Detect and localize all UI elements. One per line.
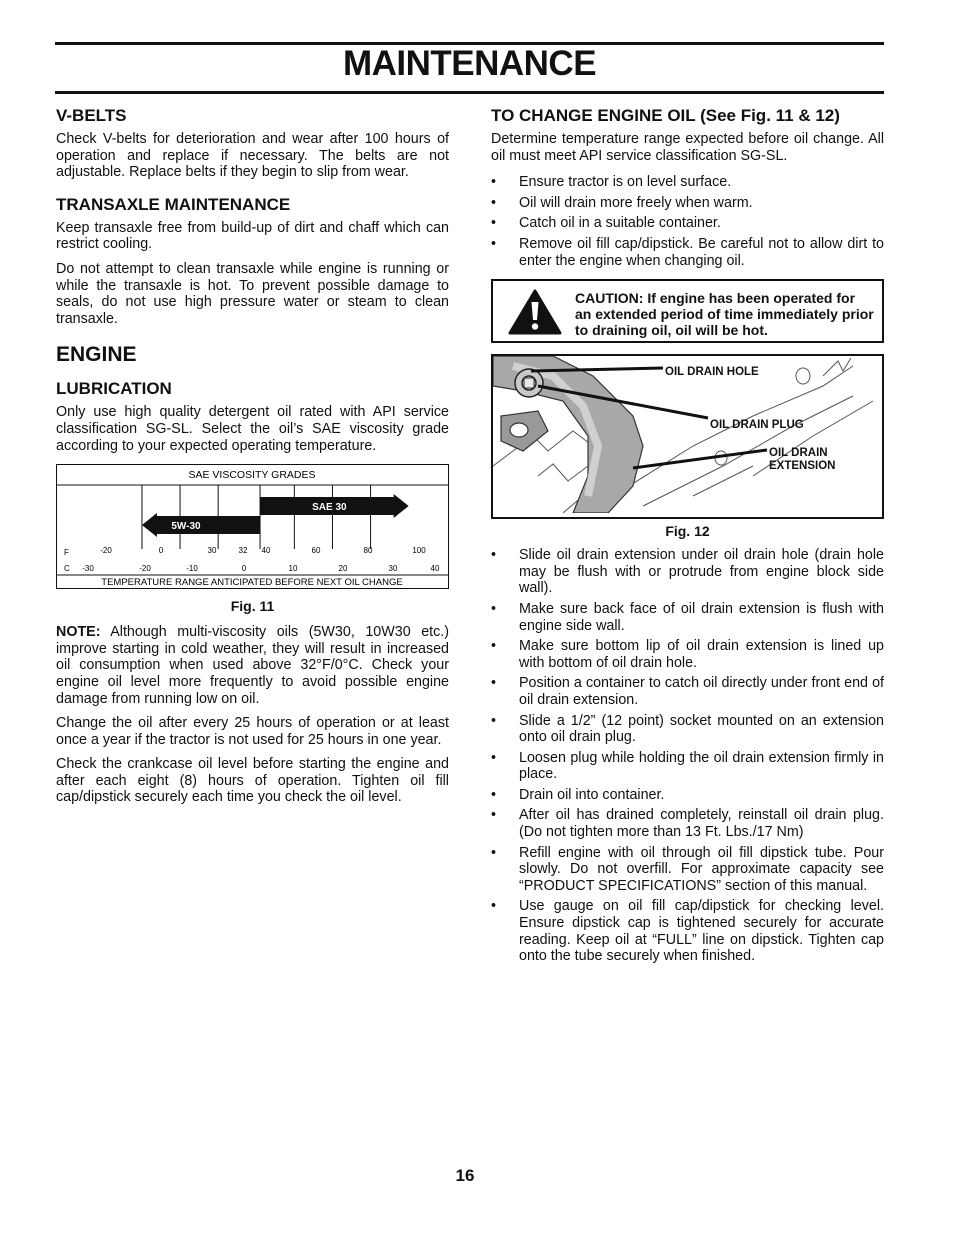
chart-f-tick: 80: [363, 546, 373, 556]
oil-change-intro: Determine temperature range expected before oil change. All oil must meet API service classification SG-SL.: [491, 131, 884, 164]
list-item: • Position a container to catch oil directly under front end of oil drain extension.: [491, 675, 884, 708]
list-item: • Make sure bottom lip of oil drain extension is lined up with bottom of oil drain hole.: [491, 638, 884, 671]
list-item: • Use gauge on oil fill cap/dipstick for checking level. Ensure dipstick cap is tightened securely for accurate reading. Keep oil at “FULL” line on dipstick. Tighten cap onto the tube securely when finished.: [491, 898, 884, 964]
oil-change-bullets-a: [491, 174, 884, 269]
chart-c-tick: 0: [241, 564, 247, 574]
list-item: • Remove oil fill cap/dipstick. Be careful not to allow dirt to enter the engine when changing oil.: [491, 236, 884, 269]
lubrication-heading: LUBRICATION: [56, 379, 172, 399]
list-item: • After oil has drained completely, reinstall oil drain plug. (Do not tighten more than 13 Ft. Lbs./17 Nm): [491, 807, 884, 840]
left-column: [56, 106, 449, 814]
list-item: • Slide a 1/2” (12 point) socket mounted on an extension onto oil drain plug.: [491, 713, 884, 746]
chart-bar-label: SAE 30: [312, 502, 347, 514]
fig11-caption: Fig. 11: [230, 598, 275, 615]
chart-c-label: C: [64, 564, 70, 574]
note-paragraph: [56, 624, 449, 707]
fig12-caption: Fig. 12: [665, 523, 710, 540]
viscosity-chart: [56, 464, 449, 589]
lubrication-text: Only use high quality detergent oil rated with API service classification SG-SL. Select the oil’s SAE viscosity grade according to your expected operating temperature.: [56, 404, 449, 454]
list-item: • Oil will drain more freely when warm.: [491, 195, 884, 212]
oil-change-heading: TO CHANGE ENGINE OIL (See Fig. 11 & 12): [491, 106, 840, 125]
oil-check-text: Check the crankcase oil level before starting the engine and after each eight (8) hours of operation. Tighten oil fill cap/dipstick securely each time you check the oil level.: [56, 756, 449, 806]
label-oil-drain-extension: [769, 447, 835, 473]
page-number: 16: [455, 1166, 475, 1185]
vbelts-heading: V-BELTS: [56, 106, 127, 125]
engine-heading: ENGINE: [56, 343, 137, 367]
chart-f-tick: 40: [261, 546, 271, 556]
transaxle-p1: Keep transaxle free from build-up of dirt and chaff which can restrict cooling.: [56, 219, 449, 253]
vbelts-section: [56, 106, 449, 181]
chart-f-tick: 30: [207, 546, 217, 556]
chart-bar: [142, 513, 260, 537]
chart-f-tick: 100: [412, 546, 426, 556]
chart-c-tick: 10: [288, 564, 298, 574]
list-item: • Catch oil in a suitable container.: [491, 215, 884, 232]
transaxle-p2: Do not attempt to clean transaxle while engine is running or while the transaxle is hot. To prevent possible damage to seals, do not use high pressure water or steam to clean transaxle.: [56, 260, 449, 327]
chart-c-tick: -20: [139, 564, 151, 574]
chart-f-tick: 0: [158, 546, 164, 556]
label-oil-drain-hole: OIL DRAIN HOLE: [665, 366, 759, 379]
caution-box: [491, 279, 884, 343]
transaxle-section: [56, 195, 449, 328]
chart-xlabel: TEMPERATURE RANGE ANTICIPATED BEFORE NEXT OIL CHANGE: [101, 577, 403, 589]
chart-f-tick: -20: [100, 546, 112, 556]
transaxle-heading: TRANSAXLE MAINTENANCE: [56, 194, 291, 214]
page-title: MAINTENANCE: [342, 44, 597, 83]
chart-c-tick: -10: [186, 564, 198, 574]
note-text: Although multi-viscosity oils (5W30, 10W30 etc.) improve starting in cold weather, they will result in increased oil consumption when used above 32°F/0°C. Check your engine oil level more frequently to avoid possible engine damage from running low on oil.: [56, 624, 449, 707]
list-item: • Refill engine with oil through oil fill dipstick tube. Pour slowly. Do not overfill. For approximate capacity see “PRODUCT SPECIFICATIONS” section of this manual.: [491, 845, 884, 895]
right-column: [491, 106, 884, 973]
list-item: • Make sure back face of oil drain extension is flush with engine side wall.: [491, 601, 884, 634]
chart-f-tick: 32: [238, 546, 248, 556]
oil-drain-diagram-icon: [493, 356, 882, 513]
label-oil-drain-plug: OIL DRAIN PLUG: [710, 419, 804, 432]
caution-text: CAUTION: If engine has been operated for an extended period of time immediately prior to draining oil, oil will be hot.: [575, 290, 874, 339]
list-item: • Ensure tractor is on level surface.: [491, 174, 884, 191]
chart-c-tick: 20: [338, 564, 348, 574]
oil-change-bullets-b: [491, 547, 884, 965]
note-label: NOTE:: [56, 624, 101, 641]
label-oil-drain-extension-line2: EXTENSION: [769, 460, 836, 473]
chart-c-tick: 40: [430, 564, 440, 574]
chart-f-label: F: [64, 548, 69, 558]
chart-c-tick: -30: [82, 564, 94, 574]
list-item: • Loosen plug while holding the oil drain extension firmly in place.: [491, 750, 884, 783]
viscosity-chart-svg: [57, 465, 448, 588]
chart-f-tick: 60: [311, 546, 321, 556]
chart-title: SAE VISCOSITY GRADES: [188, 469, 316, 482]
vbelts-text: Check V-belts for deterioration and wear after 100 hours of operation and replace if necessary. The belts are not adjustable. Replace belts if they begin to slip from wear.: [56, 131, 449, 181]
list-item: • Slide oil drain extension under oil drain hole (drain hole may be flush with or protrude from engine block side wall).: [491, 547, 884, 597]
chart-c-tick: 30: [388, 564, 398, 574]
oil-change-interval-text: Change the oil after every 25 hours of operation or at least once a year if the tractor is not used for 25 hours in one year.: [56, 715, 449, 748]
list-item: • Drain oil into container.: [491, 787, 884, 804]
title-rule: [55, 91, 884, 94]
chart-bar-label: 5W-30: [171, 521, 201, 533]
warning-triangle-icon: [507, 288, 563, 336]
label-oil-drain-extension-line1: OIL DRAIN: [769, 447, 828, 460]
fig12-illustration: [491, 354, 884, 519]
